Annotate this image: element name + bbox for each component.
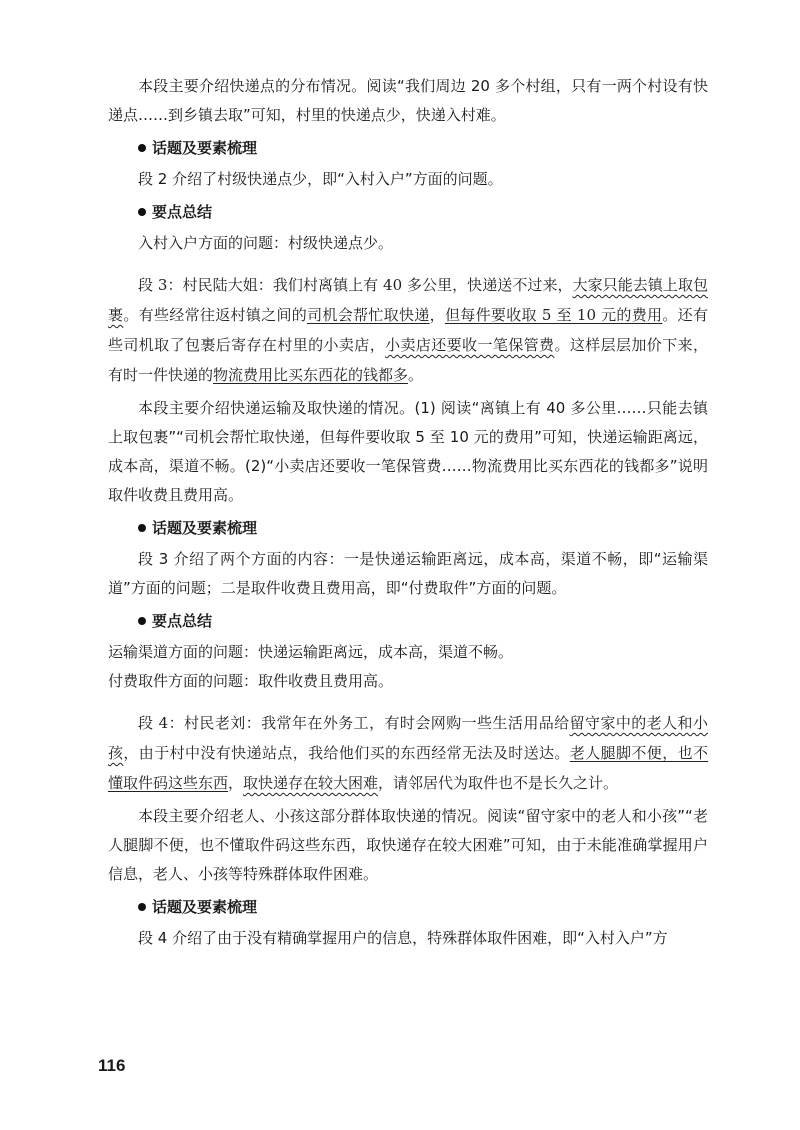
summary-text: 运输渠道方面的问题：快递运输距离远，成本高，渠道不畅。	[108, 643, 514, 661]
summary-text: 付费取件方面的问题：取件收费且费用高。	[108, 672, 394, 690]
topic-text: 段 2 介绍了村级快递点少，即“入村入户”方面的问题。	[138, 170, 503, 188]
summary-heading: 要点总结	[108, 607, 708, 636]
bullet-icon	[138, 617, 146, 625]
topic-heading: 话题及要素梳理	[108, 134, 708, 163]
topic-text: 段 3 介绍了两个方面的内容：一是快递运输距离远，成本高，渠道不畅，即“运输渠道”方面的问题；二是取件收费且费用高，即“付费取件”方面的问题。	[108, 550, 708, 597]
topic-text: 段 4 介绍了由于没有精确掌握用户的信息，特殊群体取件困难，即“入村入户”方	[138, 929, 668, 947]
page-number: 116	[98, 1056, 126, 1075]
bullet-icon	[138, 208, 146, 216]
analysis-paragraph-4: 本段主要介绍老人、小孩这部分群体取快递的情况。阅读“留守家中的老人和小孩”“老人腿脚不便，也不懂取件码这些东西，取快递存在较大困难”可知，由于未能准确掌握用户信息，老人、小孩等特殊群体取件困难。	[108, 807, 708, 883]
bullet-icon	[138, 524, 146, 532]
quote-paragraph-4: 段 4：村民老刘：我常年在外务工，有时会网购一些生活用品给留守家中的老人和小孩，由于村中没有快递站点，我给他们买的东西经常无法及时送达。老人腿脚不便，也不懂取件码这些东西，取快递存在较大困难，请邻居代为取件也不是长久之计。	[108, 714, 708, 792]
summary-text: 入村入户方面的问题：村级快递点少。	[138, 234, 394, 252]
analysis-paragraph-2: 本段主要介绍快递点的分布情况。阅读“我们周边 20 多个村组，只有一两个村设有快递点……到乡镇去取”可知，村里的快递点少，快递入村难。	[108, 77, 708, 124]
quote-paragraph-3: 段 3：村民陆大姐：我们村离镇上有 40 多公里，快递送不过来，大家只能去镇上取包裹。有些经常往返村镇之间的司机会帮忙取快递，但每件要收取 5 至 10 元的费用。还有些司机取了包裹后寄存在村里的小卖店，小卖店还要收一笔保管费。这样层层加价下来，有时一件快递的物流费用比买东西花的钱都多。	[108, 276, 708, 384]
bullet-icon	[138, 903, 146, 911]
bullet-icon	[138, 144, 146, 152]
topic-heading: 话题及要素梳理	[108, 514, 708, 543]
analysis-paragraph-3: 本段主要介绍快递运输及取快递的情况。(1) 阅读“离镇上有 40 多公里……只能去镇上取包裹”“司机会帮忙取快递，但每件要收取 5 至 10 元的费用”可知，快递运输距离远，成本高，渠道不畅。(2)“小卖店还要收一笔保管费……物流费用比买东西花的钱都多”说明取件收费且费用高。	[108, 399, 708, 504]
topic-heading: 话题及要素梳理	[108, 893, 708, 922]
summary-heading: 要点总结	[108, 198, 708, 227]
page-content	[108, 72, 708, 953]
